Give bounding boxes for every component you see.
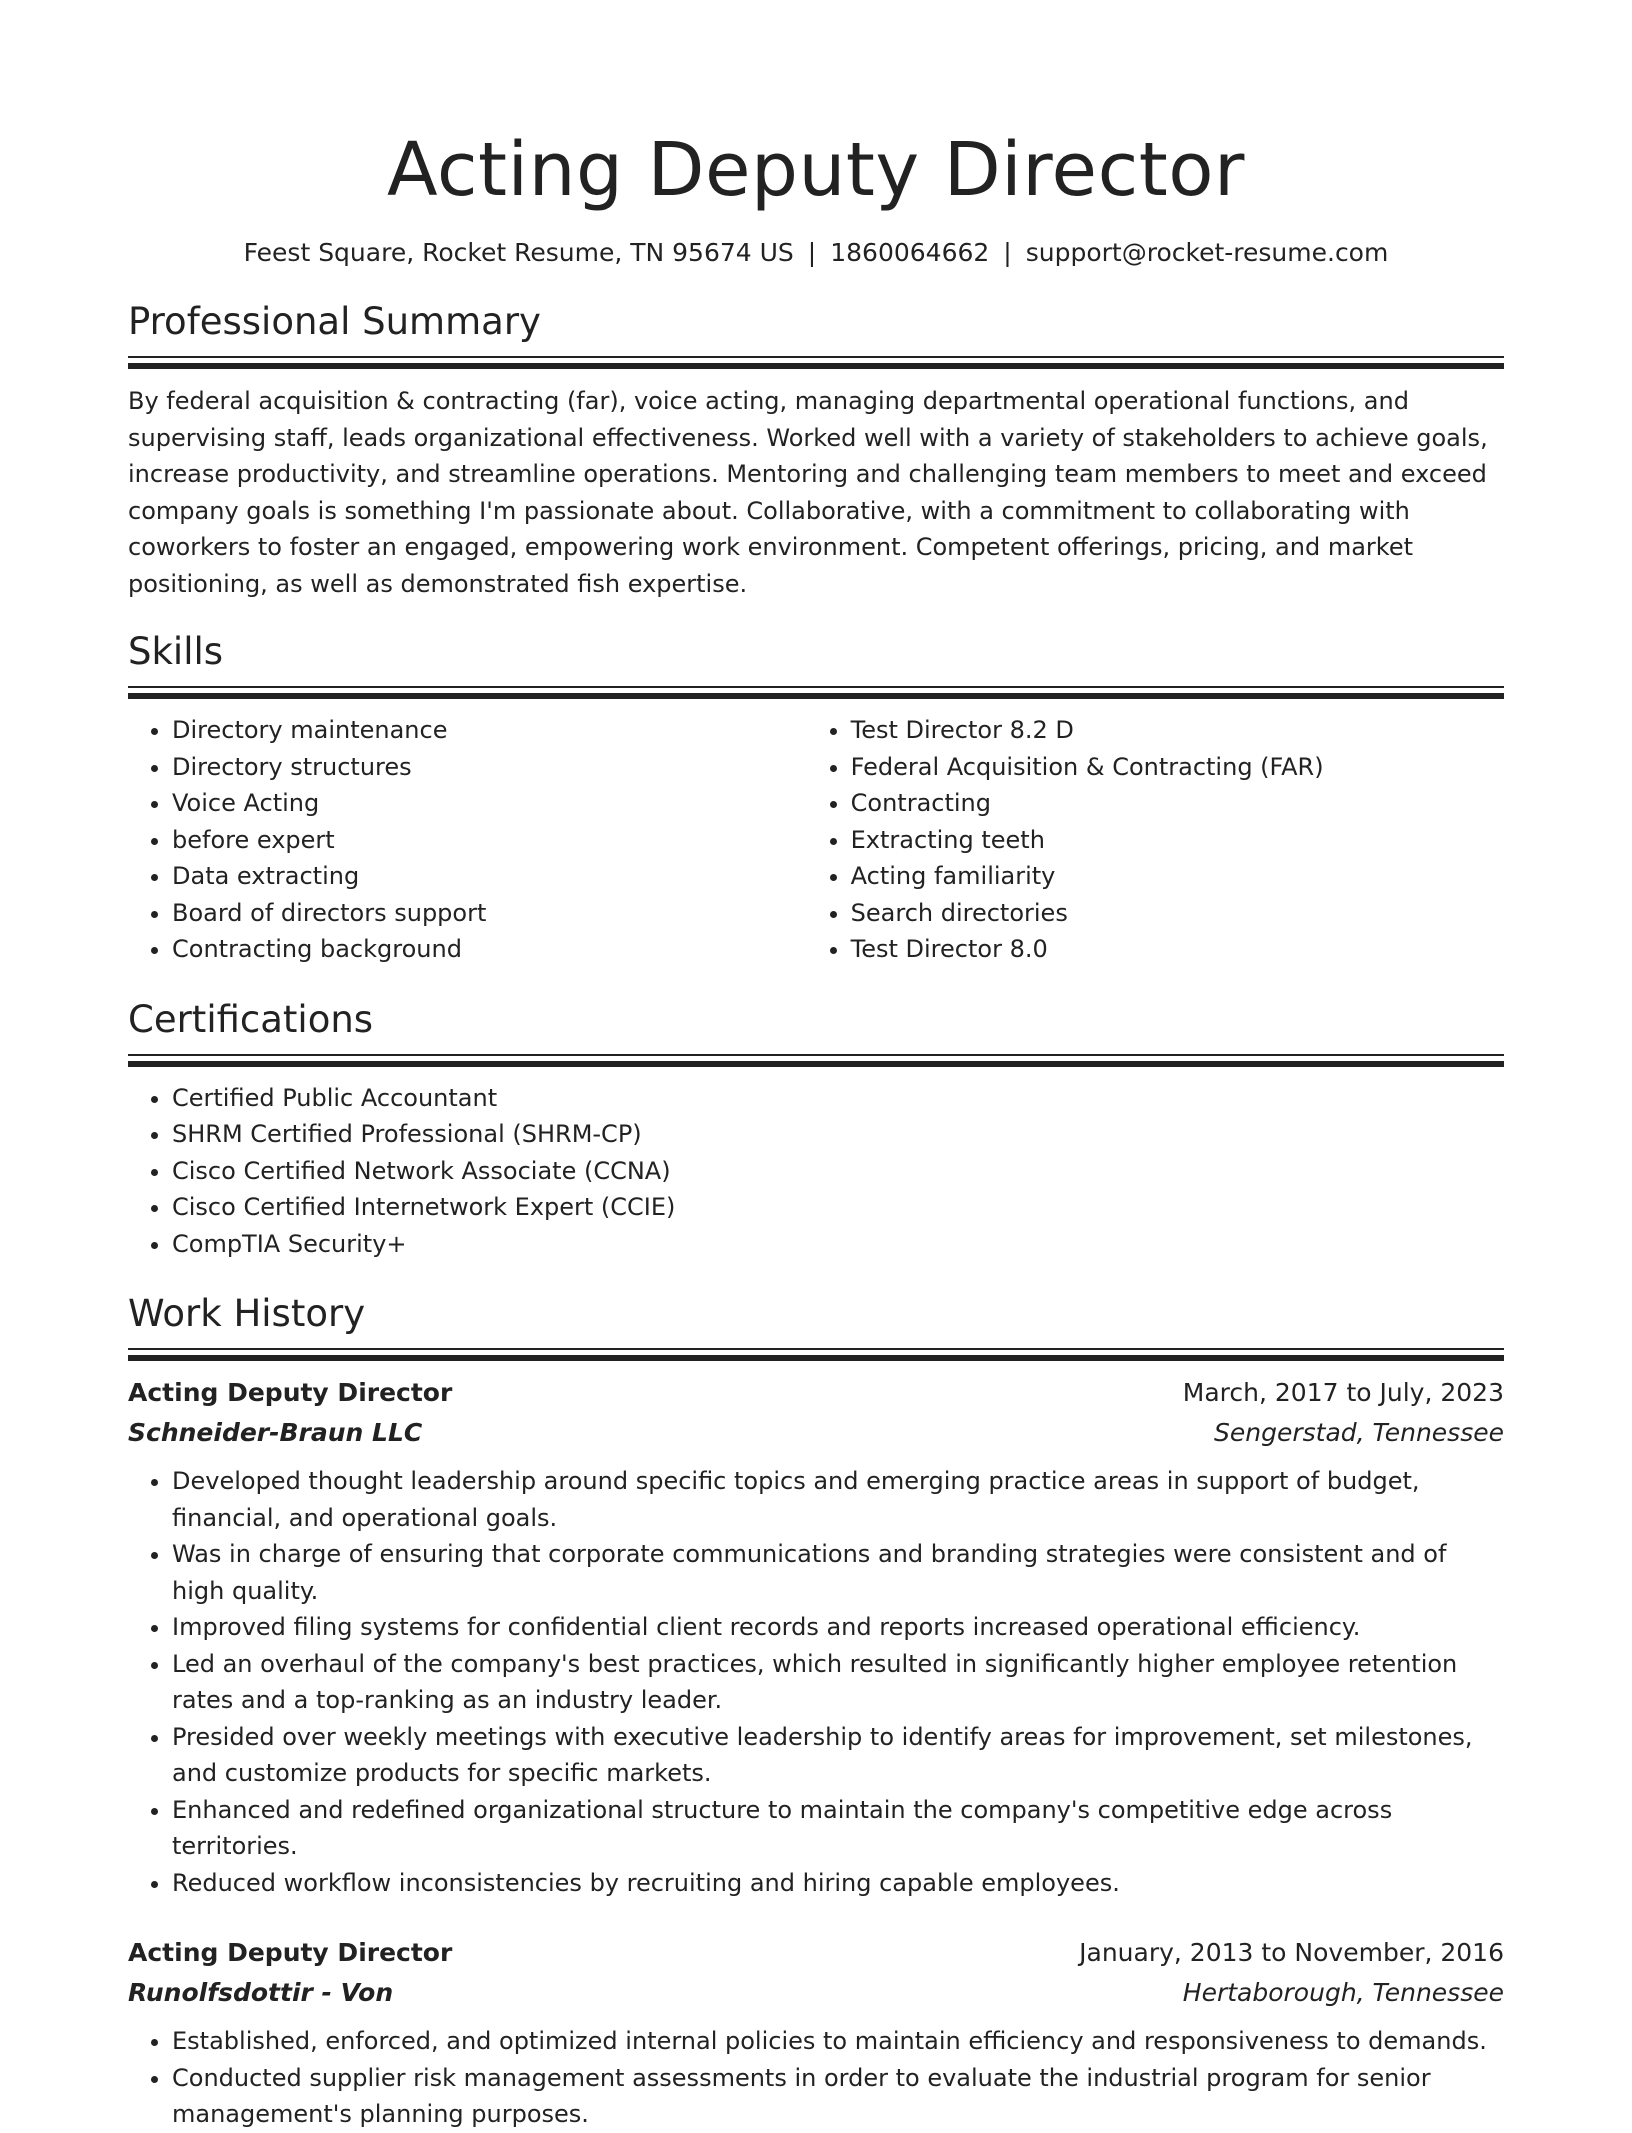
section-divider bbox=[128, 1054, 1504, 1067]
job-bullets bbox=[128, 1463, 1504, 1901]
job-bullet: • Improved filing systems for confidential client records and reports increased operational efficiency. bbox=[172, 1609, 1504, 1646]
contact-line bbox=[128, 236, 1504, 270]
job-bullet: • Developed thought leadership around specific topics and emerging practice areas in support of budget, financial, and operational goals. bbox=[172, 1463, 1504, 1536]
section-divider bbox=[128, 686, 1504, 699]
job-dates: March, 2017 to July, 2023 bbox=[1182, 1378, 1504, 1407]
section-divider bbox=[128, 356, 1504, 369]
certification-item: • Cisco Certified Network Associate (CCNA) bbox=[172, 1153, 1504, 1190]
job-bullet: • Established, enforced, and optimized internal policies to maintain efficiency and responsiveness to demands. bbox=[172, 2023, 1504, 2060]
job-dates: January, 2013 to November, 2016 bbox=[1079, 1938, 1504, 1967]
resume-page bbox=[128, 0, 1504, 2133]
job-bullets bbox=[128, 2023, 1504, 2133]
skill-item: • before expert bbox=[172, 822, 807, 859]
job-location: Hertaborough, Tennessee bbox=[1182, 1978, 1504, 2007]
skills-list-left bbox=[128, 712, 807, 968]
certifications-section bbox=[128, 994, 1504, 1263]
job-title: Acting Deputy Director bbox=[128, 1378, 453, 1407]
summary-section bbox=[128, 296, 1504, 602]
section-heading-skills: Skills bbox=[128, 630, 224, 673]
skills-list-right bbox=[807, 712, 1504, 968]
contact-separator: | bbox=[807, 238, 817, 267]
certification-item: • Certified Public Accountant bbox=[172, 1080, 1504, 1117]
job-header bbox=[128, 1373, 1504, 1413]
skills-columns bbox=[128, 712, 1504, 968]
job-entry bbox=[128, 1933, 1504, 2133]
contact-address: Feest Square, Rocket Resume, TN 95674 US bbox=[243, 238, 794, 267]
job-bullet: • Led an overhaul of the company's best practices, which resulted in significantly higher employee retention rates and a top-ranking as an industry leader. bbox=[172, 1646, 1504, 1719]
skill-item: • Contracting bbox=[851, 785, 1504, 822]
job-subheader bbox=[128, 1973, 1504, 2013]
job-bullet: • Reduced workflow inconsistencies by recruiting and hiring capable employees. bbox=[172, 1865, 1504, 1902]
job-entry bbox=[128, 1373, 1504, 1901]
certification-item: • Cisco Certified Internetwork Expert (CCIE) bbox=[172, 1189, 1504, 1226]
job-title: Acting Deputy Director bbox=[128, 1938, 453, 1967]
job-subheader bbox=[128, 1413, 1504, 1453]
job-header bbox=[128, 1933, 1504, 1973]
job-bullet: • Presided over weekly meetings with executive leadership to identify areas for improvement, set milestones, and customize products for specific markets. bbox=[172, 1719, 1504, 1792]
section-heading-work-history: Work History bbox=[128, 1292, 366, 1335]
contact-email: support@rocket-resume.com bbox=[1025, 238, 1389, 267]
job-bullet: • Conducted supplier risk management assessments in order to evaluate the industrial program for senior management's planning purposes. bbox=[172, 2060, 1504, 2133]
contact-separator: | bbox=[1003, 238, 1012, 267]
section-divider bbox=[128, 1348, 1504, 1361]
section-heading-summary: Professional Summary bbox=[128, 300, 541, 343]
skill-item: • Acting familiarity bbox=[851, 858, 1504, 895]
skill-item: • Directory structures bbox=[172, 749, 807, 786]
skill-item: • Directory maintenance bbox=[172, 712, 807, 749]
section-heading-certifications: Certifications bbox=[128, 997, 374, 1041]
summary-text: By federal acquisition & contracting (far), voice acting, managing departmental operational functions, and supervising staff, leads organizational effectiveness. Worked well with a variety of stakeholders to achieve goals, increase productivity, and streamline operations. Mentoring and challenging team members to meet and exceed company goals is something I'm passionate about. Collaborative, with a commitment to collaborating with coworkers to foster an engaged, empowering work environment. Competent offerings, pricing, and market positioning, as well as demonstrated fish expertise. bbox=[128, 387, 1488, 598]
skill-item: • Voice Acting bbox=[172, 785, 807, 822]
certification-item: • SHRM Certified Professional (SHRM-CP) bbox=[172, 1116, 1504, 1153]
skill-item: • Search directories bbox=[851, 895, 1504, 932]
skill-item: • Test Director 8.0 bbox=[851, 931, 1504, 968]
skill-item: • Data extracting bbox=[172, 858, 807, 895]
certifications-list bbox=[128, 1080, 1504, 1263]
certification-item: • CompTIA Security+ bbox=[172, 1226, 1504, 1263]
job-company: Schneider-Braun LLC bbox=[128, 1418, 423, 1447]
job-location: Sengerstad, Tennessee bbox=[1214, 1418, 1504, 1447]
skill-item: • Contracting background bbox=[172, 931, 807, 968]
resume-name: Acting Deputy Director bbox=[387, 127, 1245, 213]
skill-item: • Extracting teeth bbox=[851, 822, 1504, 859]
skill-item: • Test Director 8.2 D bbox=[851, 712, 1504, 749]
skills-section bbox=[128, 626, 1504, 968]
contact-phone: 1860064662 bbox=[830, 238, 990, 267]
job-bullet: • Enhanced and redefined organizational structure to maintain the company's competitive edge across territories. bbox=[172, 1792, 1504, 1865]
skill-item: • Federal Acquisition & Contracting (FAR) bbox=[851, 749, 1504, 786]
job-company: Runolfsdottir - Von bbox=[128, 1978, 394, 2007]
work-history-section bbox=[128, 1288, 1504, 2133]
skill-item: • Board of directors support bbox=[172, 895, 807, 932]
job-bullet: • Was in charge of ensuring that corporate communications and branding strategies were consistent and of high quality. bbox=[172, 1536, 1504, 1609]
